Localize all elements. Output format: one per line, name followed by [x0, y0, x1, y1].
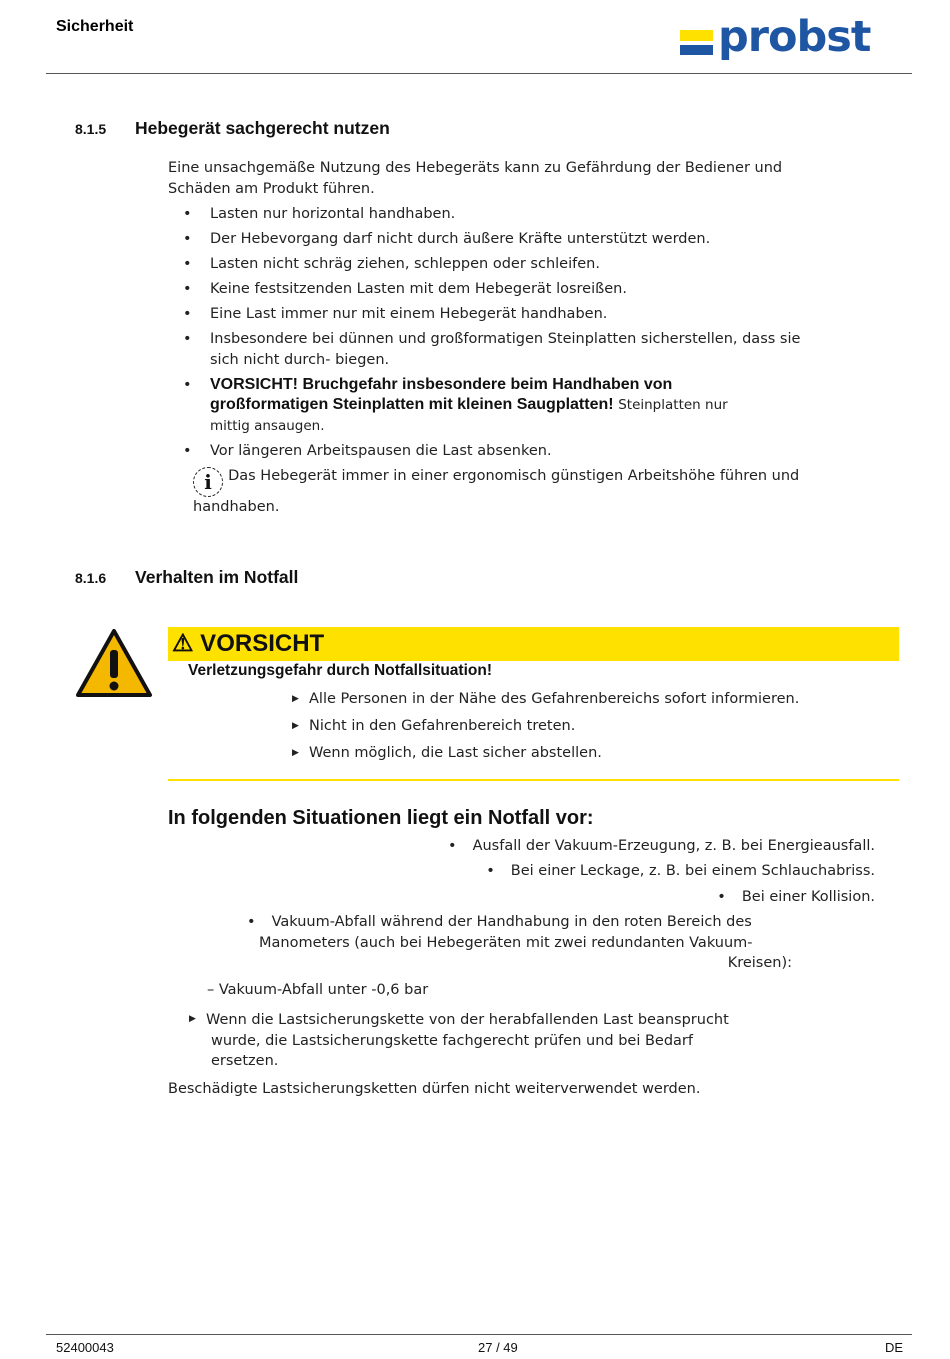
emergency-sub-item: – Vakuum-Abfall unter -0,6 bar [207, 982, 429, 998]
action-item: ▶ Wenn möglich, die Last sicher abstellen. [292, 740, 882, 767]
section-intro: Eine unsachgemäße Nutzung des Hebegeräts kann zu Gefährdung der Bediener und Schäden am Produkt führen. [168, 160, 783, 197]
warning-title: ⚠ VORSICHT [172, 630, 325, 657]
list-item: • Insbesondere bei dünnen und großformatigen Steinplatten sicherstellen, dass sie sich nicht durch- biegen. [168, 329, 808, 370]
emergency-item-continued: Kreisen): [727, 955, 792, 971]
section-number: 8.1.6 [75, 570, 107, 586]
page-section-title: Sicherheit [56, 18, 134, 35]
header-divider [46, 73, 912, 74]
section-heading-8-1-6 [75, 567, 298, 588]
section-number: 8.1.5 [75, 121, 107, 137]
footer-page-number: 27 / 49 [478, 1340, 518, 1355]
info-note-text: Das Hebegerät immer in einer ergonomisch günstigen Arbeitshöhe führen und handhaben. [193, 468, 800, 515]
list-item: • Keine festsitzenden Lasten mit dem Hebegerät losreißen. [168, 279, 808, 300]
emergency-item: • Bei einer Leckage, z. B. bei einem Schlauchabriss. [486, 863, 875, 879]
info-note [193, 466, 853, 524]
caution-list-item [168, 375, 730, 437]
warning-actions-list [292, 686, 882, 767]
logo-yellow-bar [680, 30, 713, 41]
arrow-right-icon: ▶ [189, 1014, 196, 1024]
usage-rules-list [168, 204, 808, 466]
list-item: • Lasten nur horizontal handhaben. [168, 204, 808, 225]
footer-doc-number: 52400043 [56, 1340, 114, 1355]
action-item: ▶ Nicht in den Gefahrenbereich treten. [292, 713, 882, 740]
emergency-item: • Bei einer Kollision. [717, 889, 875, 905]
probst-logo [680, 12, 906, 70]
section-heading-8-1-5 [75, 118, 390, 139]
action-item: ▶ Alle Personen in der Nähe des Gefahrenbereichs sofort informieren. [292, 686, 882, 713]
emergency-heading: In folgenden Situationen liegt ein Notfall vor: [168, 807, 594, 829]
logo-wordmark: probst [718, 12, 871, 62]
emergency-item: • Ausfall der Vakuum-Erzeugung, z. B. bei Energieausfall. [448, 838, 875, 854]
list-item: • Vor längeren Arbeitspausen die Last absenken. [168, 441, 808, 462]
closing-note: Beschädigte Lastsicherungsketten dürfen nicht weiterverwendet werden. [168, 1081, 701, 1097]
footer-divider [46, 1334, 912, 1335]
list-item: • Eine Last immer nur mit einem Hebegerät handhaben. [168, 304, 808, 325]
list-item: • Der Hebevorgang darf nicht durch äußere Kräfte unterstützt werden. [168, 229, 808, 250]
warning-bottom-line [168, 779, 899, 781]
emergency-action: ▶ Wenn die Lastsicherungskette von der herabfallenden Last beansprucht wurde, die Lastsicherungskette fachgerecht prüfen und bei Bedarf ersetzen. [189, 1012, 729, 1069]
warning-triangle-icon [75, 628, 153, 698]
list-item: • Lasten nicht schräg ziehen, schleppen oder schleifen. [168, 254, 808, 275]
logo-blue-bar [680, 45, 713, 55]
caution-bold-text: VORSICHT! Bruchgefahr insbesondere beim Handhaben von großformatigen Steinplatten mit kleinen Saugplatten! [210, 375, 673, 413]
warning-subtitle: Verletzungsgefahr durch Notfallsituation! [188, 662, 492, 679]
caution-normal-text: Steinplatten nur mittig ansaugen. [210, 397, 728, 434]
emergency-item-continued: Manometers (auch bei Hebegeräten mit zwei redundanten Vakuum- [259, 935, 753, 951]
section-title: Verhalten im Notfall [135, 567, 299, 587]
section-title: Hebegerät sachgerecht nutzen [135, 118, 390, 138]
emergency-item: • Vakuum-Abfall während der Handhabung in den roten Bereich des [247, 914, 752, 930]
footer-language: DE [885, 1340, 904, 1355]
info-icon: i [193, 467, 223, 497]
